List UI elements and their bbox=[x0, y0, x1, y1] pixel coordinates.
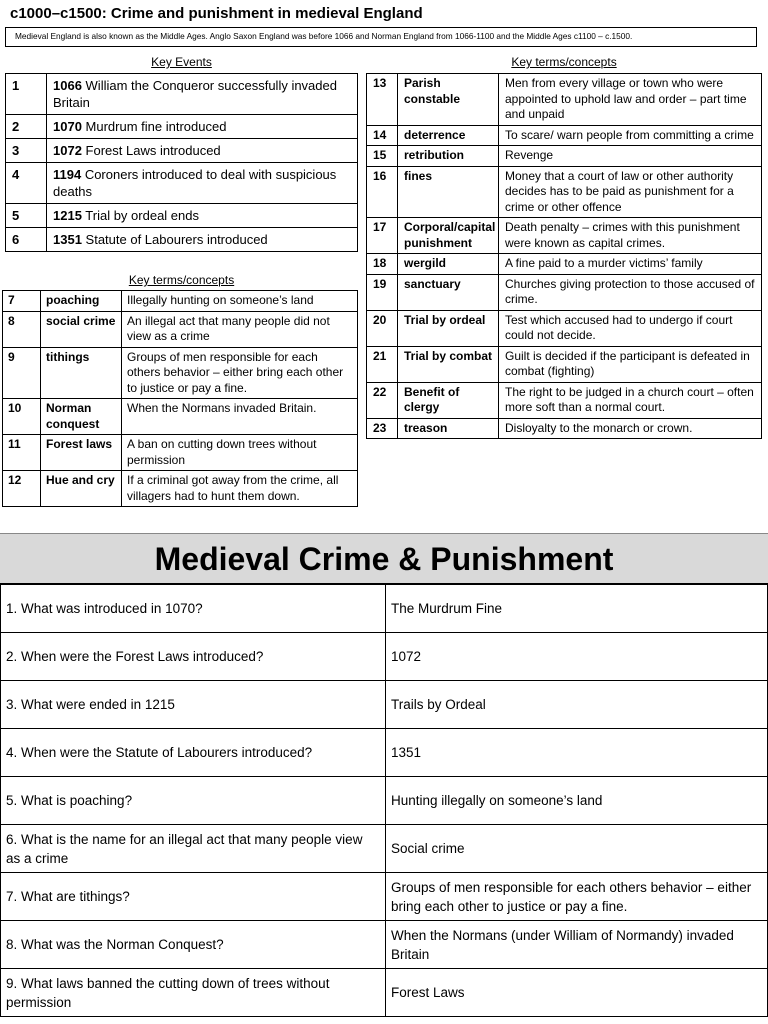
term-name: social crime bbox=[41, 311, 122, 347]
table-row bbox=[367, 74, 762, 126]
term-number: 7 bbox=[3, 291, 41, 312]
key-terms-left-table bbox=[2, 290, 358, 507]
table-row bbox=[3, 291, 358, 312]
quiz-question: 4. When were the Statute of Labourers introduced? bbox=[1, 729, 386, 777]
term-name: wergild bbox=[398, 254, 499, 275]
term-number: 11 bbox=[3, 435, 41, 471]
table-row bbox=[367, 310, 762, 346]
table-row bbox=[367, 382, 762, 418]
term-name: Trial by ordeal bbox=[398, 310, 499, 346]
term-name: Trial by combat bbox=[398, 346, 499, 382]
quiz-answer: Hunting illegally on someone’s land bbox=[386, 777, 768, 825]
term-definition: The right to be judged in a church court – often more soft than a normal court. bbox=[499, 382, 762, 418]
quiz-question: 8. What was the Norman Conquest? bbox=[1, 921, 386, 969]
event-year: 1072 bbox=[53, 143, 82, 158]
term-number: 16 bbox=[367, 166, 398, 218]
term-name: treason bbox=[398, 418, 499, 439]
event-cell bbox=[47, 74, 358, 115]
table-row bbox=[3, 471, 358, 507]
term-name: Hue and cry bbox=[41, 471, 122, 507]
quiz-row bbox=[1, 777, 768, 825]
event-text: Trial by ordeal ends bbox=[81, 208, 199, 223]
term-number: 21 bbox=[367, 346, 398, 382]
term-name: Parish constable bbox=[398, 74, 499, 126]
quiz-row bbox=[1, 825, 768, 873]
term-number: 8 bbox=[3, 311, 41, 347]
event-cell bbox=[47, 163, 358, 204]
quiz-answer: 1351 bbox=[386, 729, 768, 777]
term-definition: If a criminal got away from the crime, all villagers had to hunt them down. bbox=[122, 471, 358, 507]
quiz-answer: Groups of men responsible for each others behavior – either bring each other to justice or pay a fine. bbox=[386, 873, 768, 921]
quiz-answer: Social crime bbox=[386, 825, 768, 873]
term-definition: An illegal act that many people did not view as a crime bbox=[122, 311, 358, 347]
table-row bbox=[367, 218, 762, 254]
quiz-row bbox=[1, 585, 768, 633]
event-number: 5 bbox=[6, 204, 47, 228]
quiz-question: 5. What is poaching? bbox=[1, 777, 386, 825]
term-definition: Disloyalty to the monarch or crown. bbox=[499, 418, 762, 439]
table-row bbox=[6, 115, 358, 139]
quiz-title: Medieval Crime & Punishment bbox=[0, 533, 768, 584]
key-terms-right-heading: Key terms/concepts bbox=[511, 55, 617, 69]
term-definition: Death penalty – crimes with this punishment were known as capital crimes. bbox=[499, 218, 762, 254]
term-definition: Guilt is decided if the participant is defeated in combat (fighting) bbox=[499, 346, 762, 382]
quiz-row bbox=[1, 681, 768, 729]
term-name: deterrence bbox=[398, 125, 499, 146]
event-cell bbox=[47, 228, 358, 252]
table-row bbox=[6, 163, 358, 204]
term-number: 18 bbox=[367, 254, 398, 275]
quiz-answer: 1072 bbox=[386, 633, 768, 681]
quiz-row bbox=[1, 873, 768, 921]
quiz-answer: Trails by Ordeal bbox=[386, 681, 768, 729]
intro-note: Medieval England is also known as the Middle Ages. Anglo Saxon England was before 1066 and Norman England from 1066-1100 and the Middle Ages c1100 – c.1500. bbox=[5, 27, 757, 47]
quiz-answer: When the Normans (under William of Normandy) invaded Britain bbox=[386, 921, 768, 969]
term-definition: A fine paid to a murder victims’ family bbox=[499, 254, 762, 275]
term-definition: Illegally hunting on someone’s land bbox=[122, 291, 358, 312]
term-name: Norman conquest bbox=[41, 399, 122, 435]
quiz-question: 3. What were ended in 1215 bbox=[1, 681, 386, 729]
table-row bbox=[3, 347, 358, 399]
table-row bbox=[367, 166, 762, 218]
table-row bbox=[6, 74, 358, 115]
event-number: 2 bbox=[6, 115, 47, 139]
quiz-table bbox=[0, 584, 768, 1017]
quiz-question: 6. What is the name for an illegal act that many people view as a crime bbox=[1, 825, 386, 873]
key-events-table bbox=[5, 73, 358, 252]
table-row bbox=[6, 204, 358, 228]
term-name: sanctuary bbox=[398, 274, 499, 310]
term-definition: When the Normans invaded Britain. bbox=[122, 399, 358, 435]
event-number: 3 bbox=[6, 139, 47, 163]
quiz-row bbox=[1, 633, 768, 681]
term-number: 12 bbox=[3, 471, 41, 507]
term-definition: Revenge bbox=[499, 146, 762, 167]
event-cell bbox=[47, 115, 358, 139]
quiz-row bbox=[1, 729, 768, 777]
event-number: 6 bbox=[6, 228, 47, 252]
event-cell bbox=[47, 204, 358, 228]
quiz-answer: The Murdrum Fine bbox=[386, 585, 768, 633]
event-text: William the Conqueror successfully invaded Britain bbox=[53, 78, 337, 110]
term-name: poaching bbox=[41, 291, 122, 312]
event-year: 1070 bbox=[53, 119, 82, 134]
page-title: c1000–c1500: Crime and punishment in medieval England bbox=[10, 5, 423, 22]
term-definition: To scare/ warn people from committing a crime bbox=[499, 125, 762, 146]
table-row bbox=[367, 274, 762, 310]
term-number: 20 bbox=[367, 310, 398, 346]
event-text: Murdrum fine introduced bbox=[81, 119, 227, 134]
term-number: 9 bbox=[3, 347, 41, 399]
term-number: 14 bbox=[367, 125, 398, 146]
event-number: 4 bbox=[6, 163, 47, 204]
event-text: Coroners introduced to deal with suspicious deaths bbox=[53, 167, 337, 199]
term-number: 22 bbox=[367, 382, 398, 418]
quiz-row bbox=[1, 969, 768, 1017]
table-row bbox=[367, 418, 762, 439]
quiz-question: 1. What was introduced in 1070? bbox=[1, 585, 386, 633]
event-text: Forest Laws introduced bbox=[81, 143, 221, 158]
term-definition: Churches giving protection to those accused of crime. bbox=[499, 274, 762, 310]
event-year: 1351 bbox=[53, 232, 82, 247]
quiz-question: 9. What laws banned the cutting down of trees without permission bbox=[1, 969, 386, 1017]
term-definition: Test which accused had to undergo if court could not decide. bbox=[499, 310, 762, 346]
term-name: Benefit of clergy bbox=[398, 382, 499, 418]
key-events-heading: Key Events bbox=[151, 55, 212, 69]
table-row bbox=[3, 311, 358, 347]
quiz-question: 7. What are tithings? bbox=[1, 873, 386, 921]
term-definition: A ban on cutting down trees without permission bbox=[122, 435, 358, 471]
event-year: 1194 bbox=[53, 167, 82, 182]
quiz-row bbox=[1, 921, 768, 969]
term-number: 23 bbox=[367, 418, 398, 439]
quiz-answer: Forest Laws bbox=[386, 969, 768, 1017]
table-row bbox=[367, 125, 762, 146]
event-year: 1066 bbox=[53, 78, 82, 93]
table-row bbox=[367, 346, 762, 382]
term-definition: Men from every village or town who were appointed to uphold law and order – part time and unpaid bbox=[499, 74, 762, 126]
term-name: retribution bbox=[398, 146, 499, 167]
term-number: 10 bbox=[3, 399, 41, 435]
term-number: 15 bbox=[367, 146, 398, 167]
term-name: tithings bbox=[41, 347, 122, 399]
quiz-question: 2. When were the Forest Laws introduced? bbox=[1, 633, 386, 681]
term-definition: Money that a court of law or other authority decides has to be paid as punishment for a crime or other offence bbox=[499, 166, 762, 218]
term-name: fines bbox=[398, 166, 499, 218]
event-number: 1 bbox=[6, 74, 47, 115]
term-definition: Groups of men responsible for each others behavior – either bring each other to justice or pay a fine. bbox=[122, 347, 358, 399]
event-year: 1215 bbox=[53, 208, 82, 223]
key-terms-right-table bbox=[366, 73, 762, 439]
term-number: 19 bbox=[367, 274, 398, 310]
event-text: Statute of Labourers introduced bbox=[81, 232, 268, 247]
term-number: 17 bbox=[367, 218, 398, 254]
table-row bbox=[367, 254, 762, 275]
term-name: Corporal/capital punishment bbox=[398, 218, 499, 254]
table-row bbox=[367, 146, 762, 167]
key-terms-left-heading: Key terms/concepts bbox=[128, 273, 235, 287]
table-row bbox=[6, 228, 358, 252]
event-cell bbox=[47, 139, 358, 163]
term-name: Forest laws bbox=[41, 435, 122, 471]
table-row bbox=[3, 399, 358, 435]
table-row bbox=[6, 139, 358, 163]
term-number: 13 bbox=[367, 74, 398, 126]
table-row bbox=[3, 435, 358, 471]
